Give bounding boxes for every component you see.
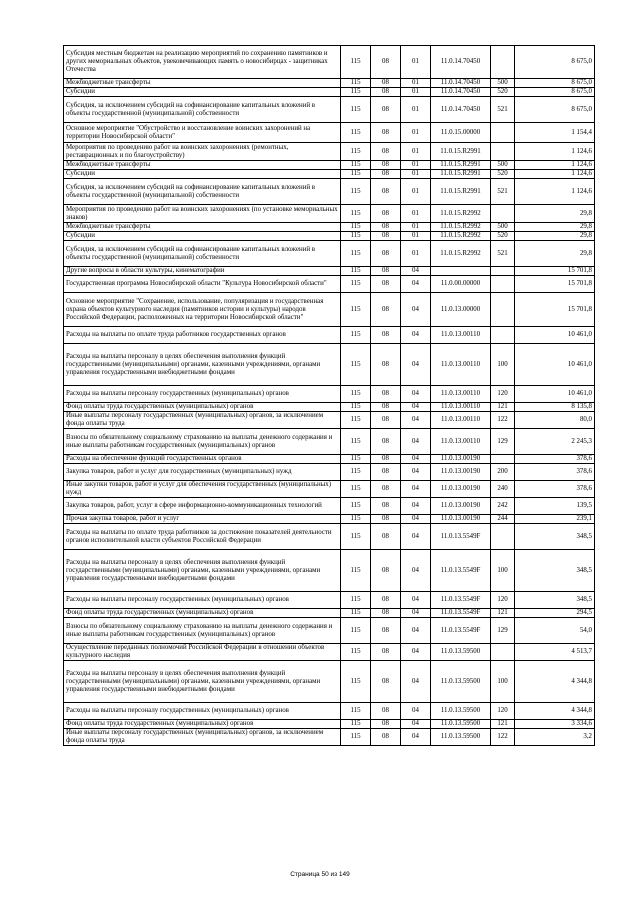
row-section-code: 08 xyxy=(371,429,401,455)
row-amount: 139,5 xyxy=(515,498,595,515)
row-target-article-code: 11.0.13.00190 xyxy=(431,455,491,464)
row-name: Мероприятия по проведению работ на воинских захоронениях (по установке мемориальных знаков) xyxy=(64,205,341,223)
row-name: Основное мероприятие "Обустройство и восстановление воинских захоронений на территории Новосибирской области" xyxy=(64,123,341,143)
table-row xyxy=(64,429,595,455)
row-section-code: 08 xyxy=(371,276,401,293)
row-expense-type-code: 122 xyxy=(491,412,515,429)
row-subsection-code: 04 xyxy=(401,293,431,327)
row-section-code: 08 xyxy=(371,661,401,703)
row-amount: 10 461,0 xyxy=(515,386,595,403)
row-ved-code: 115 xyxy=(341,524,371,550)
row-expense-type-code: 520 xyxy=(491,88,515,97)
row-subsection-code: 01 xyxy=(401,205,431,223)
table-row xyxy=(64,412,595,429)
row-amount: 10 461,0 xyxy=(515,327,595,344)
table-row xyxy=(64,327,595,344)
row-subsection-code: 01 xyxy=(401,179,431,205)
row-name: Иные выплаты персоналу государственных (муниципальных) органов, за исключением фонда оплаты труда xyxy=(64,729,341,746)
row-target-article-code: 11.0.15.R2991 xyxy=(431,143,491,161)
row-name: Субсидии xyxy=(64,232,341,241)
row-target-article-code: 11.0.15.R2992 xyxy=(431,223,491,232)
row-expense-type-code xyxy=(491,293,515,327)
row-amount: 378,6 xyxy=(515,455,595,464)
table-row xyxy=(64,550,595,592)
row-section-code: 08 xyxy=(371,386,401,403)
row-section-code: 08 xyxy=(371,327,401,344)
row-ved-code: 115 xyxy=(341,618,371,644)
row-section-code: 08 xyxy=(371,412,401,429)
row-subsection-code: 04 xyxy=(401,661,431,703)
row-target-article-code: 11.0.15.R2992 xyxy=(431,241,491,267)
row-name: Расходы на выплаты персоналу государственных (муниципальных) органов xyxy=(64,386,341,403)
row-amount: 8 675,0 xyxy=(515,46,595,79)
row-name: Государственная программа Новосибирской области "Культура Новосибирской области" xyxy=(64,276,341,293)
table-row xyxy=(64,609,595,618)
row-expense-type-code: 500 xyxy=(491,79,515,88)
row-subsection-code: 04 xyxy=(401,464,431,481)
table-row xyxy=(64,46,595,79)
row-amount: 29,8 xyxy=(515,223,595,232)
table-row xyxy=(64,223,595,232)
row-section-code: 08 xyxy=(371,592,401,609)
row-expense-type-code: 520 xyxy=(491,170,515,179)
row-expense-type-code: 100 xyxy=(491,550,515,592)
row-ved-code: 115 xyxy=(341,232,371,241)
table-row xyxy=(64,720,595,729)
row-expense-type-code xyxy=(491,143,515,161)
row-expense-type-code: 521 xyxy=(491,97,515,123)
row-subsection-code: 01 xyxy=(401,170,431,179)
table-row xyxy=(64,241,595,267)
row-ved-code: 115 xyxy=(341,386,371,403)
row-amount: 80,0 xyxy=(515,412,595,429)
row-subsection-code: 01 xyxy=(401,123,431,143)
row-subsection-code: 04 xyxy=(401,720,431,729)
row-amount: 8 135,8 xyxy=(515,403,595,412)
row-subsection-code: 04 xyxy=(401,267,431,276)
row-target-article-code: 11.0.13.00110 xyxy=(431,429,491,455)
row-ved-code: 115 xyxy=(341,720,371,729)
row-name: Мероприятия по проведению работ на воинских захоронениях (ремонтных, реставрационных и по благоустройству) xyxy=(64,143,341,161)
row-subsection-code: 01 xyxy=(401,241,431,267)
row-section-code: 08 xyxy=(371,223,401,232)
row-subsection-code: 01 xyxy=(401,232,431,241)
row-name: Субсидии xyxy=(64,170,341,179)
row-target-article-code: 11.0.13.00110 xyxy=(431,386,491,403)
row-ved-code: 115 xyxy=(341,344,371,386)
row-name: Другие вопросы в области культуры, кинематографии xyxy=(64,267,341,276)
table-row xyxy=(64,455,595,464)
row-amount: 348,5 xyxy=(515,592,595,609)
row-subsection-code: 04 xyxy=(401,609,431,618)
row-section-code: 08 xyxy=(371,161,401,170)
row-target-article-code: 11.0.14.70450 xyxy=(431,97,491,123)
table-row xyxy=(64,592,595,609)
row-expense-type-code: 120 xyxy=(491,592,515,609)
row-expense-type-code: 521 xyxy=(491,241,515,267)
row-subsection-code: 01 xyxy=(401,223,431,232)
row-expense-type-code: 244 xyxy=(491,515,515,524)
row-expense-type-code: 122 xyxy=(491,729,515,746)
table-row xyxy=(64,481,595,498)
row-amount: 1 124,6 xyxy=(515,143,595,161)
row-section-code: 08 xyxy=(371,618,401,644)
row-target-article-code: 11.0.13.00000 xyxy=(431,293,491,327)
row-subsection-code: 01 xyxy=(401,161,431,170)
row-target-article-code: 11.0.13.59500 xyxy=(431,729,491,746)
row-section-code: 08 xyxy=(371,123,401,143)
row-section-code: 08 xyxy=(371,97,401,123)
row-amount: 3 334,6 xyxy=(515,720,595,729)
row-section-code: 08 xyxy=(371,79,401,88)
row-amount: 8 675,0 xyxy=(515,79,595,88)
row-section-code: 08 xyxy=(371,515,401,524)
row-target-article-code: 11.0.13.00110 xyxy=(431,403,491,412)
row-section-code: 08 xyxy=(371,46,401,79)
row-name: Фонд оплаты труда государственных (муниципальных) органов xyxy=(64,720,341,729)
row-ved-code: 115 xyxy=(341,403,371,412)
row-ved-code: 115 xyxy=(341,661,371,703)
row-amount: 15 701,8 xyxy=(515,267,595,276)
table-row xyxy=(64,267,595,276)
row-ved-code: 115 xyxy=(341,609,371,618)
row-amount: 239,1 xyxy=(515,515,595,524)
row-subsection-code: 04 xyxy=(401,524,431,550)
table-row xyxy=(64,661,595,703)
row-name: Взносы по обязательному социальному страхованию на выплаты денежного содержания и иные выплаты работникам государственных (муниципальных) органов xyxy=(64,429,341,455)
row-name: Расходы на выплаты по оплате труда работников за достижение показателей деятельности органов исполнительной власти субъектов Российской Федерации xyxy=(64,524,341,550)
row-name: Расходы на обеспечение функций государственных органов xyxy=(64,455,341,464)
row-target-article-code: 11.0.13.59500 xyxy=(431,644,491,661)
row-subsection-code: 01 xyxy=(401,97,431,123)
row-name: Основное мероприятие "Сохранение, использование, популяризация и государственная охрана объектов культурного наследия (памятников истории и культуры) народов Российской Федерации, расположенных на территории Новосибирской области" xyxy=(64,293,341,327)
row-ved-code: 115 xyxy=(341,429,371,455)
row-ved-code: 115 xyxy=(341,123,371,143)
row-expense-type-code xyxy=(491,276,515,293)
table-row xyxy=(64,703,595,720)
row-expense-type-code: 100 xyxy=(491,661,515,703)
table-row xyxy=(64,179,595,205)
row-amount: 4 344,8 xyxy=(515,661,595,703)
row-subsection-code: 04 xyxy=(401,412,431,429)
row-expense-type-code: 240 xyxy=(491,481,515,498)
row-ved-code: 115 xyxy=(341,143,371,161)
row-expense-type-code xyxy=(491,327,515,344)
row-subsection-code: 04 xyxy=(401,550,431,592)
row-target-article-code: 11.0.13.00110 xyxy=(431,412,491,429)
row-name: Закупка товаров, работ и услуг для государственных (муниципальных) нужд xyxy=(64,464,341,481)
table-row xyxy=(64,464,595,481)
row-subsection-code: 04 xyxy=(401,455,431,464)
row-section-code: 08 xyxy=(371,88,401,97)
table-row xyxy=(64,515,595,524)
table-row xyxy=(64,524,595,550)
row-ved-code: 115 xyxy=(341,88,371,97)
row-target-article-code: 11.0.15.R2991 xyxy=(431,161,491,170)
row-name: Субсидия, за исключением субсидий на софинансирование капитальных вложений в объекты государственной (муниципальной) собственности xyxy=(64,179,341,205)
row-target-article-code: 11.0.15.R2991 xyxy=(431,170,491,179)
table-row xyxy=(64,293,595,327)
row-name: Межбюджетные трансферты xyxy=(64,79,341,88)
row-target-article-code: 11.0.13.00110 xyxy=(431,344,491,386)
row-name: Субсидия, за исключением субсидий на софинансирование капитальных вложений в объекты государственной (муниципальной) собственности xyxy=(64,97,341,123)
table-row xyxy=(64,170,595,179)
row-subsection-code: 04 xyxy=(401,276,431,293)
row-expense-type-code: 121 xyxy=(491,720,515,729)
row-section-code: 08 xyxy=(371,205,401,223)
row-amount: 8 675,0 xyxy=(515,88,595,97)
row-target-article-code: 11.0.15.R2992 xyxy=(431,205,491,223)
row-amount: 29,8 xyxy=(515,205,595,223)
row-expense-type-code: 100 xyxy=(491,344,515,386)
row-ved-code: 115 xyxy=(341,455,371,464)
row-amount: 8 675,0 xyxy=(515,97,595,123)
row-ved-code: 115 xyxy=(341,515,371,524)
row-name: Фонд оплаты труда государственных (муниципальных) органов xyxy=(64,403,341,412)
row-target-article-code: 11.0.13.00190 xyxy=(431,464,491,481)
row-amount: 10 461,0 xyxy=(515,344,595,386)
row-target-article-code: 11.0.15.R2991 xyxy=(431,179,491,205)
row-name: Осуществление переданных полномочий Российской Федерации в отношении объектов культурного наследия xyxy=(64,644,341,661)
row-target-article-code: 11.0.13.59500 xyxy=(431,661,491,703)
row-section-code: 08 xyxy=(371,703,401,720)
row-section-code: 08 xyxy=(371,644,401,661)
row-subsection-code: 04 xyxy=(401,403,431,412)
row-section-code: 08 xyxy=(371,344,401,386)
row-amount: 348,5 xyxy=(515,550,595,592)
row-target-article-code: 11.0.14.70450 xyxy=(431,46,491,79)
row-amount: 378,6 xyxy=(515,464,595,481)
row-subsection-code: 01 xyxy=(401,143,431,161)
row-name: Иные закупки товаров, работ и услуг для обеспечения государственных (муниципальных) нужд xyxy=(64,481,341,498)
row-amount: 1 124,6 xyxy=(515,170,595,179)
row-section-code: 08 xyxy=(371,524,401,550)
row-amount: 4 513,7 xyxy=(515,644,595,661)
row-section-code: 08 xyxy=(371,720,401,729)
row-name: Закупка товаров, работ, услуг в сфере информационно-коммуникационных технологий xyxy=(64,498,341,515)
row-expense-type-code xyxy=(491,455,515,464)
row-ved-code: 115 xyxy=(341,223,371,232)
row-name: Прочая закупка товаров, работ и услуг xyxy=(64,515,341,524)
row-ved-code: 115 xyxy=(341,327,371,344)
row-ved-code: 115 xyxy=(341,550,371,592)
row-target-article-code: 11.0.13.5549F xyxy=(431,609,491,618)
row-subsection-code: 04 xyxy=(401,515,431,524)
row-target-article-code: 11.0.14.70450 xyxy=(431,88,491,97)
page-number: Страница 50 из 149 xyxy=(290,871,350,878)
table-row xyxy=(64,161,595,170)
table-row xyxy=(64,403,595,412)
row-name: Фонд оплаты труда государственных (муниципальных) органов xyxy=(64,609,341,618)
row-amount: 1 124,6 xyxy=(515,161,595,170)
row-name: Иные выплаты персоналу государственных (муниципальных) органов, за исключением фонда оплаты труда xyxy=(64,412,341,429)
row-amount: 29,8 xyxy=(515,241,595,267)
row-name: Расходы на выплаты персоналу в целях обеспечения выполнения функций государственными (муниципальными) органами, казенными учреждениями, органами управления государственными внебюджетными фондами xyxy=(64,661,341,703)
budget-table xyxy=(63,45,595,746)
row-name: Расходы на выплаты персоналу государственных (муниципальных) органов xyxy=(64,592,341,609)
row-expense-type-code: 520 xyxy=(491,232,515,241)
row-target-article-code: 11.0.13.00190 xyxy=(431,498,491,515)
row-name: Субсидия местным бюджетам на реализацию мероприятий по сохранению памятников и других мемориальных объектов, увековечивающих память о новосибирцах - защитниках Отечества xyxy=(64,46,341,79)
row-name: Взносы по обязательному социальному страхованию на выплаты денежного содержания и иные выплаты работникам государственных (муниципальных) органов xyxy=(64,618,341,644)
row-ved-code: 115 xyxy=(341,498,371,515)
row-ved-code: 115 xyxy=(341,161,371,170)
table-row xyxy=(64,386,595,403)
table-row xyxy=(64,205,595,223)
table-row xyxy=(64,618,595,644)
row-name: Расходы на выплаты персоналу в целях обеспечения выполнения функций государственными (муниципальными) органами, казенными учреждениями, органами управления государственными внебюджетными фондами xyxy=(64,344,341,386)
row-expense-type-code: 200 xyxy=(491,464,515,481)
row-subsection-code: 04 xyxy=(401,429,431,455)
row-subsection-code: 04 xyxy=(401,498,431,515)
row-ved-code: 115 xyxy=(341,481,371,498)
row-expense-type-code xyxy=(491,205,515,223)
row-expense-type-code: 121 xyxy=(491,403,515,412)
row-ved-code: 115 xyxy=(341,267,371,276)
row-amount: 1 154,4 xyxy=(515,123,595,143)
row-expense-type-code: 129 xyxy=(491,429,515,455)
row-expense-type-code xyxy=(491,644,515,661)
table-row xyxy=(64,644,595,661)
row-name: Субсидия, за исключением субсидий на софинансирование капитальных вложений в объекты государственной (муниципальной) собственности xyxy=(64,241,341,267)
row-ved-code: 115 xyxy=(341,179,371,205)
budget-table-body xyxy=(64,46,595,746)
row-section-code: 08 xyxy=(371,455,401,464)
row-subsection-code: 04 xyxy=(401,729,431,746)
row-name: Субсидии xyxy=(64,88,341,97)
row-target-article-code: 11.0.13.5549F xyxy=(431,618,491,644)
row-expense-type-code: 242 xyxy=(491,498,515,515)
row-ved-code: 115 xyxy=(341,592,371,609)
row-amount: 15 701,8 xyxy=(515,293,595,327)
table-row xyxy=(64,88,595,97)
row-name: Расходы на выплаты по оплате труда работников государственных органов xyxy=(64,327,341,344)
row-section-code: 08 xyxy=(371,609,401,618)
row-ved-code: 115 xyxy=(341,46,371,79)
row-subsection-code: 04 xyxy=(401,644,431,661)
table-row xyxy=(64,344,595,386)
row-section-code: 08 xyxy=(371,293,401,327)
row-target-article-code: 11.0.00.00000 xyxy=(431,276,491,293)
row-expense-type-code: 129 xyxy=(491,618,515,644)
row-subsection-code: 04 xyxy=(401,344,431,386)
row-target-article-code: 11.0.14.70450 xyxy=(431,79,491,88)
row-ved-code: 115 xyxy=(341,729,371,746)
row-ved-code: 115 xyxy=(341,412,371,429)
row-section-code: 08 xyxy=(371,267,401,276)
row-section-code: 08 xyxy=(371,232,401,241)
row-target-article-code: 11.0.13.00190 xyxy=(431,515,491,524)
row-expense-type-code: 500 xyxy=(491,161,515,170)
row-target-article-code: 11.0.13.5549F xyxy=(431,592,491,609)
row-target-article-code: 11.0.15.R2992 xyxy=(431,232,491,241)
table-row xyxy=(64,123,595,143)
row-expense-type-code xyxy=(491,46,515,79)
row-section-code: 08 xyxy=(371,481,401,498)
row-target-article-code: 11.0.13.5549F xyxy=(431,524,491,550)
row-subsection-code: 04 xyxy=(401,703,431,720)
row-ved-code: 115 xyxy=(341,97,371,123)
row-target-article-code xyxy=(431,267,491,276)
row-amount: 29,8 xyxy=(515,232,595,241)
row-ved-code: 115 xyxy=(341,276,371,293)
row-ved-code: 115 xyxy=(341,170,371,179)
row-section-code: 08 xyxy=(371,464,401,481)
row-target-article-code: 11.0.13.00110 xyxy=(431,327,491,344)
row-name: Расходы на выплаты персоналу государственных (муниципальных) органов xyxy=(64,703,341,720)
row-ved-code: 115 xyxy=(341,205,371,223)
row-target-article-code: 11.0.13.59500 xyxy=(431,703,491,720)
row-section-code: 08 xyxy=(371,550,401,592)
table-row xyxy=(64,97,595,123)
row-section-code: 08 xyxy=(371,143,401,161)
table-row xyxy=(64,79,595,88)
row-subsection-code: 01 xyxy=(401,88,431,97)
table-row xyxy=(64,729,595,746)
row-amount: 3,2 xyxy=(515,729,595,746)
row-amount: 15 701,8 xyxy=(515,276,595,293)
row-expense-type-code xyxy=(491,123,515,143)
row-subsection-code: 04 xyxy=(401,618,431,644)
table-row xyxy=(64,276,595,293)
row-target-article-code: 11.0.15.00000 xyxy=(431,123,491,143)
row-expense-type-code xyxy=(491,267,515,276)
row-target-article-code: 11.0.13.5549F xyxy=(431,550,491,592)
row-expense-type-code: 120 xyxy=(491,386,515,403)
row-expense-type-code: 120 xyxy=(491,703,515,720)
row-amount: 378,6 xyxy=(515,481,595,498)
row-subsection-code: 01 xyxy=(401,46,431,79)
table-row xyxy=(64,498,595,515)
row-target-article-code: 11.0.13.00190 xyxy=(431,481,491,498)
row-amount: 348,5 xyxy=(515,524,595,550)
row-section-code: 08 xyxy=(371,498,401,515)
row-amount: 2 245,3 xyxy=(515,429,595,455)
row-subsection-code: 04 xyxy=(401,481,431,498)
table-row xyxy=(64,143,595,161)
row-subsection-code: 04 xyxy=(401,386,431,403)
row-expense-type-code: 500 xyxy=(491,223,515,232)
row-amount: 4 344,8 xyxy=(515,703,595,720)
row-amount: 1 124,6 xyxy=(515,179,595,205)
row-section-code: 08 xyxy=(371,241,401,267)
row-ved-code: 115 xyxy=(341,703,371,720)
row-section-code: 08 xyxy=(371,729,401,746)
row-ved-code: 115 xyxy=(341,79,371,88)
row-ved-code: 115 xyxy=(341,464,371,481)
row-subsection-code: 04 xyxy=(401,327,431,344)
row-amount: 294,5 xyxy=(515,609,595,618)
row-subsection-code: 04 xyxy=(401,592,431,609)
row-amount: 54,0 xyxy=(515,618,595,644)
row-ved-code: 115 xyxy=(341,241,371,267)
row-name: Межбюджетные трансферты xyxy=(64,223,341,232)
row-section-code: 08 xyxy=(371,179,401,205)
row-subsection-code: 01 xyxy=(401,79,431,88)
row-expense-type-code: 521 xyxy=(491,179,515,205)
row-ved-code: 115 xyxy=(341,293,371,327)
row-target-article-code: 11.0.13.59500 xyxy=(431,720,491,729)
row-section-code: 08 xyxy=(371,170,401,179)
row-name: Расходы на выплаты персоналу в целях обеспечения выполнения функций государственными (муниципальными) органами, казенными учреждениями, органами управления государственными внебюджетными фондами xyxy=(64,550,341,592)
row-name: Межбюджетные трансферты xyxy=(64,161,341,170)
row-expense-type-code: 121 xyxy=(491,609,515,618)
row-expense-type-code xyxy=(491,524,515,550)
row-section-code: 08 xyxy=(371,403,401,412)
row-ved-code: 115 xyxy=(341,644,371,661)
table-row xyxy=(64,232,595,241)
